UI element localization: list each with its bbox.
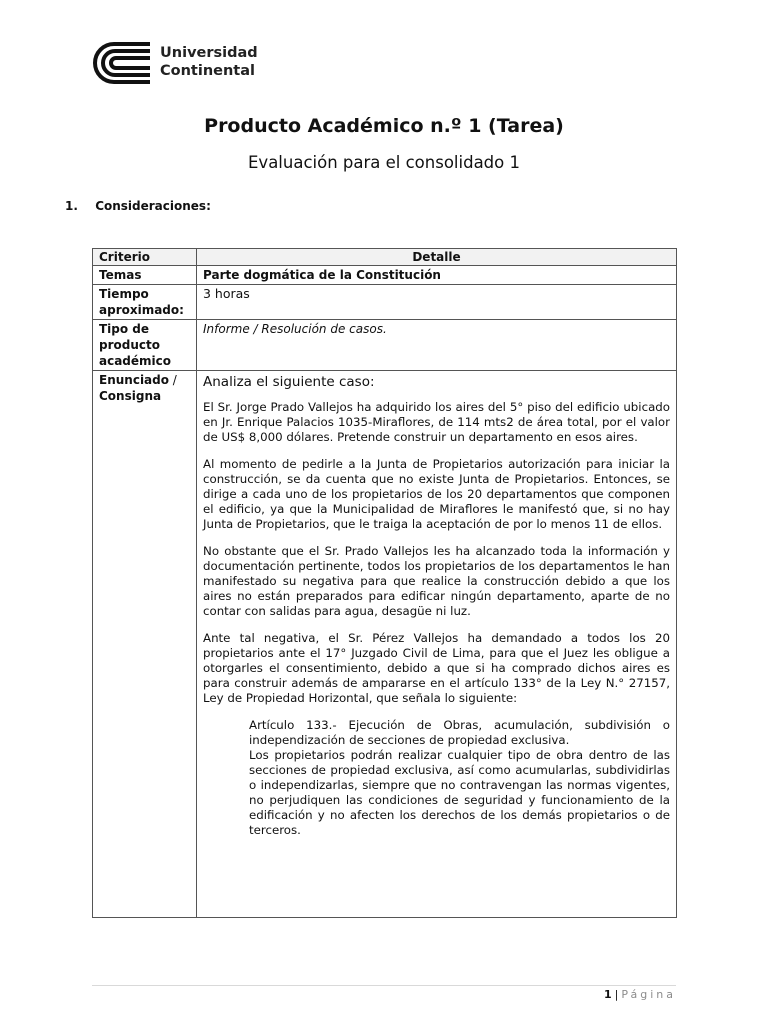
enunciado-label: Enunciado (99, 373, 169, 387)
article-quote (249, 718, 670, 838)
table-row (93, 285, 677, 320)
table-header-row (93, 249, 677, 266)
row-enunciado-criterio (93, 371, 197, 918)
section-number: 1. (65, 199, 78, 213)
footer-divider (92, 985, 676, 986)
footer-separator: | (614, 988, 619, 1001)
section-label: Consideraciones: (95, 199, 211, 213)
case-paragraph-1: El Sr. Jorge Prado Vallejos ha adquirido los aires del 5° piso del edificio ubicado en Jr. Enrique Palacios 1035-Miraflores, de 114 mts2 de área total, por el valor de US$ 8,000 dólares. Pretende construir un departamento en esos aires. (203, 400, 670, 444)
row-temas-detalle: Parte dogmática de la Constitución (197, 266, 677, 285)
enunciado-separator: / (168, 373, 177, 387)
article-quote-title: Artículo 133.- Ejecución de Obras, acumulación, subdivisión o independización de secciones de propiedad exclusiva. (249, 718, 670, 747)
page-footer (604, 988, 676, 1001)
row-temas-criterio: Temas (93, 266, 197, 285)
page-label: Página (621, 988, 676, 1001)
row-tipo-detalle: Informe / Resolución de casos. (197, 320, 677, 371)
document-title: Producto Académico n.º 1 (Tarea) (204, 115, 564, 137)
logo-line-1: Universidad (160, 45, 258, 61)
table-row (93, 371, 677, 918)
considerations-table (92, 248, 677, 918)
article-quote-body: Los propietarios podrán realizar cualquier tipo de obra dentro de las secciones de propiedad exclusiva, así como acumularlas, subdividirlas o independizarlas, siempre que no contravengan las normas vigentes, no perjudiquen las condiciones de seguridad y funcionamiento de la edificación y no afecten los derechos de los demás propietarios o de terceros. (249, 748, 670, 837)
row-tipo-criterio: Tipo de producto académico (93, 320, 197, 371)
header-detalle: Detalle (197, 249, 677, 266)
header-criterio: Criterio (93, 249, 197, 266)
row-tiempo-criterio: Tiempo aproximado: (93, 285, 197, 320)
logo-line-2: Continental (160, 63, 255, 79)
table-row (93, 320, 677, 371)
row-enunciado-detalle (197, 371, 677, 918)
case-paragraph-4: Ante tal negativa, el Sr. Pérez Vallejos ha demandado a todos los 20 propietarios ante el 17° Juzgado Civil de Lima, para que el Juez les obligue a otorgarles el consentimiento, debido a que si ha comprado dichos aires es para construir además de ampararse en el artículo 133° de la Ley N.° 27157, Ley de Propiedad Horizontal, que señala lo siguiente: (203, 631, 670, 705)
row-tiempo-detalle: 3 horas (197, 285, 677, 320)
consigna-label: Consigna (99, 389, 162, 403)
table-row (93, 266, 677, 285)
case-paragraph-2: Al momento de pedirle a la Junta de Propietarios autorización para iniciar la construcción, se da cuenta que no existe Junta de Propietarios. Entonces, se dirige a cada uno de los propietarios de los 20 departamentos que componen el edificio, ya que la Municipalidad de Miraflores le manifestó que, si no hay Junta de Propietarios, que le traiga la aceptación de por lo menos 11 de ellos. (203, 457, 670, 531)
enunciado-intro: Analiza el siguiente caso: (203, 374, 375, 390)
page-number: 1 (603, 988, 612, 1001)
document-subtitle: Evaluación para el consolidado 1 (248, 153, 520, 172)
case-paragraph-3: No obstante que el Sr. Prado Vallejos les ha alcanzado toda la información y documentación pertinente, todos los propietarios de los departamentos le han manifestado su negativa para que realice la construcción debido a que los aires no están preparados para edificar ningún departamento, aparte de no contar con salidas para agua, desagüe ni luz. (203, 544, 670, 618)
logo-text (160, 44, 258, 80)
section-heading (65, 199, 211, 213)
